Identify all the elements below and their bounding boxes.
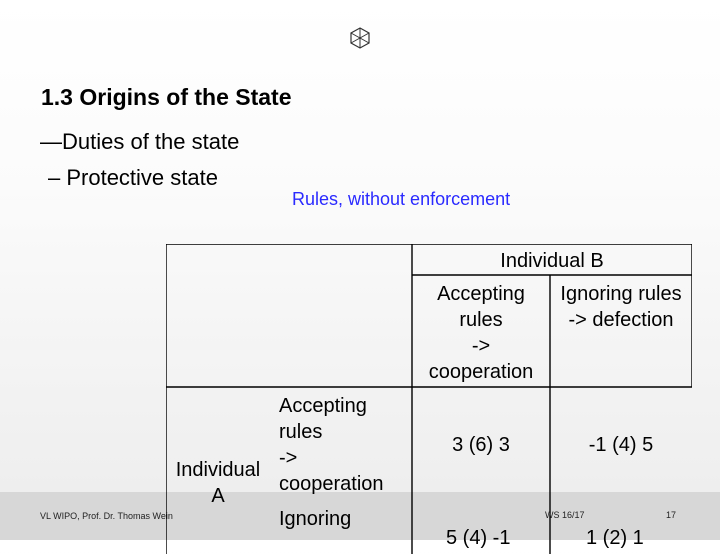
row-player-label: Individual A <box>175 459 261 507</box>
col-strategy-ignore: Ignoring rules -> defection <box>560 283 682 331</box>
payoff-accept-accept: 3 (6) 3 <box>452 434 510 456</box>
footer-term-label: WS 16/17 <box>545 510 585 520</box>
slide-subtitle: Rules, without enforcement <box>292 189 511 209</box>
payoff-ignore-ignore: 1 (2) 1 <box>586 527 644 549</box>
col-strategy-accept: Accepting rules -> cooperation <box>428 283 534 383</box>
payoff-ignore-accept: 5 (4) -1 <box>446 527 511 549</box>
slide-title: 1.3 Origins of the State <box>41 84 292 110</box>
payoff-matrix <box>166 244 692 554</box>
col-player-label: Individual B <box>500 250 604 272</box>
bullet-duties: —Duties of the state <box>40 129 240 154</box>
row-strategy-accept: Accepting rules -> cooperation <box>279 395 384 495</box>
row-strategy-ignore: Ignoring <box>279 508 352 530</box>
footer-course-label: VL WIPO, Prof. Dr. Thomas Wein <box>40 511 173 521</box>
payoff-accept-ignore: -1 (4) 5 <box>588 434 654 456</box>
university-logo-icon <box>348 26 372 50</box>
footer-page-number: 17 <box>666 510 677 520</box>
bullet-protective-state: – Protective state <box>48 165 218 190</box>
